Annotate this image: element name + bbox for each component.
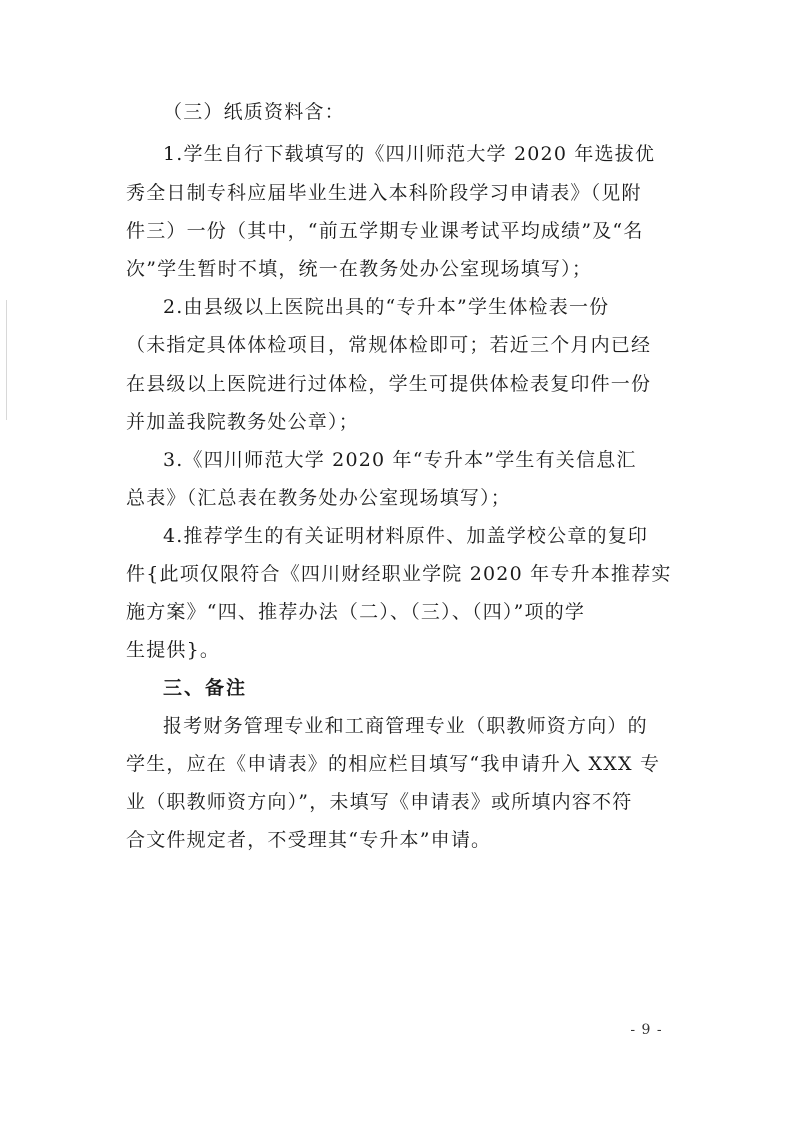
scan-edge-mark <box>6 300 7 420</box>
item-2-line-2: （未指定具体体检项目，常规体检即可；若近三个月内已经 <box>126 334 652 356</box>
remarks-line-1: 报考财务管理专业和工商管理专业（职教师资方向）的 <box>163 715 648 737</box>
item-4-line-2: 件{此项仅限符合《四川财经职业学院 2020 年专升本推荐实 <box>126 563 672 585</box>
remarks-line-2: 学生，应在《申请表》的相应栏目填写“我申请升入 XXX 专 <box>126 753 661 775</box>
item-1-line-3: 件三）一份（其中，“前五学期专业课考试平均成绩”及“名 <box>126 220 644 242</box>
item-3-line-2: 总表》（汇总表在教务处办公室现场填写）； <box>126 487 512 509</box>
page-number: - 9 - <box>630 1022 663 1038</box>
remarks-line-3: 业（职教师资方向）”，未填写《申请表》或所填内容不符 <box>126 791 633 813</box>
item-2-line-4: 并加盖我院教务处公章）； <box>126 411 359 433</box>
item-4-line-3: 施方案》“四、推荐办法（二）、（三）、（四）”项的学 <box>126 601 586 623</box>
paper-materials-title: （三）纸质资料含： <box>163 101 345 123</box>
remarks-heading: 三、备注 <box>163 677 248 699</box>
item-4-line-1: 4.推荐学生的有关证明材料原件、加盖学校公章的复印 <box>163 525 649 547</box>
item-4-line-4: 生提供}。 <box>126 639 221 661</box>
remarks-line-4: 合文件规定者，不受理其“专升本”申请。 <box>126 829 492 851</box>
item-2-line-3: 在县级以上医院进行过体检，学生可提供体检表复印件一份 <box>126 373 652 395</box>
item-2-line-1: 2.由县级以上医院出具的“专升本”学生体检表一份 <box>163 296 610 318</box>
item-1-line-4: 次”学生暂时不填，统一在教务处办公室现场填写）； <box>126 258 593 280</box>
item-3-line-1: 3.《四川师范大学 2020 年“专升本”学生有关信息汇 <box>163 449 637 471</box>
item-1-line-2: 秀全日制专科应届毕业生进入本科阶段学习申请表》（见附 <box>126 182 642 204</box>
item-1-line-1: 1.学生自行下载填写的《四川师范大学 2020 年选拔优 <box>163 143 656 165</box>
